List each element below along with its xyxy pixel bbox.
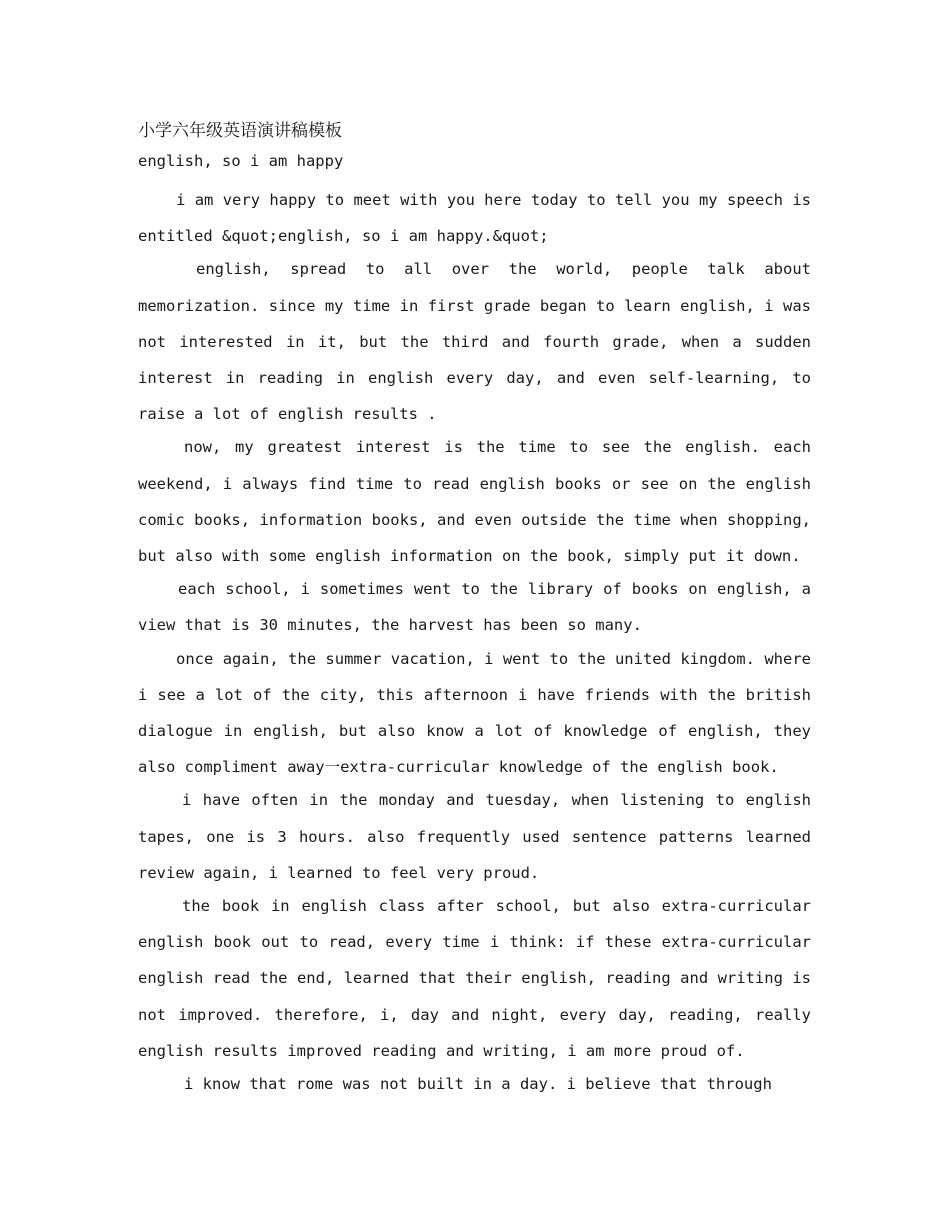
paragraph-7: the book in english class after school, but also extra-curricular english book out to read, every time i think: if these extra-curricular english read the end, learned that their english, reading and writing is not improved. therefore, i, day and night, every day, reading, really english results improved reading and writing, i am more proud of. [138,897,811,1060]
document-title: 小学六年级英语演讲稿模板 [138,121,342,141]
paragraph-1: i am very happy to meet with you here today to tell you my speech is entitled &quot;english, so i am happy.&quot; [138,191,811,246]
paragraph-2: english, spread to all over the world, people talk about memorization. since my time in first grade began to learn english, i was not interested in it, but the third and fourth grade, when a sudden interest in reading in english every day, and even self-learning, to raise a lot of english results . [138,260,811,424]
document-page [138,116,811,1099]
paragraph-6: i have often in the monday and tuesday, when listening to english tapes, one is 3 hours. also frequently used sentence patterns learned review again, i learned to feel very proud. [138,791,811,882]
paragraph-4: each school, i sometimes went to the library of books on english, a view that is 30 minutes, the harvest has been so many. [138,580,811,635]
paragraph-3: now, my greatest interest is the time to see the english. each weekend, i always find time to read english books or see on the english comic books, information books, and even outside the time when shopping, but also with some english information on the book, simply put it down. [138,438,811,566]
paragraph-5: once again, the summer vacation, i went to the united kingdom. where i see a lot of the city, this afternoon i have friends with the british dialogue in english, but also know a lot of knowledge of english, they also compliment away一extra-curricular knowledge of the english book. [138,649,811,777]
speech-title: english, so i am happy [138,152,344,170]
paragraph-8: i know that rome was not built in a day. i believe that through [184,1075,772,1094]
